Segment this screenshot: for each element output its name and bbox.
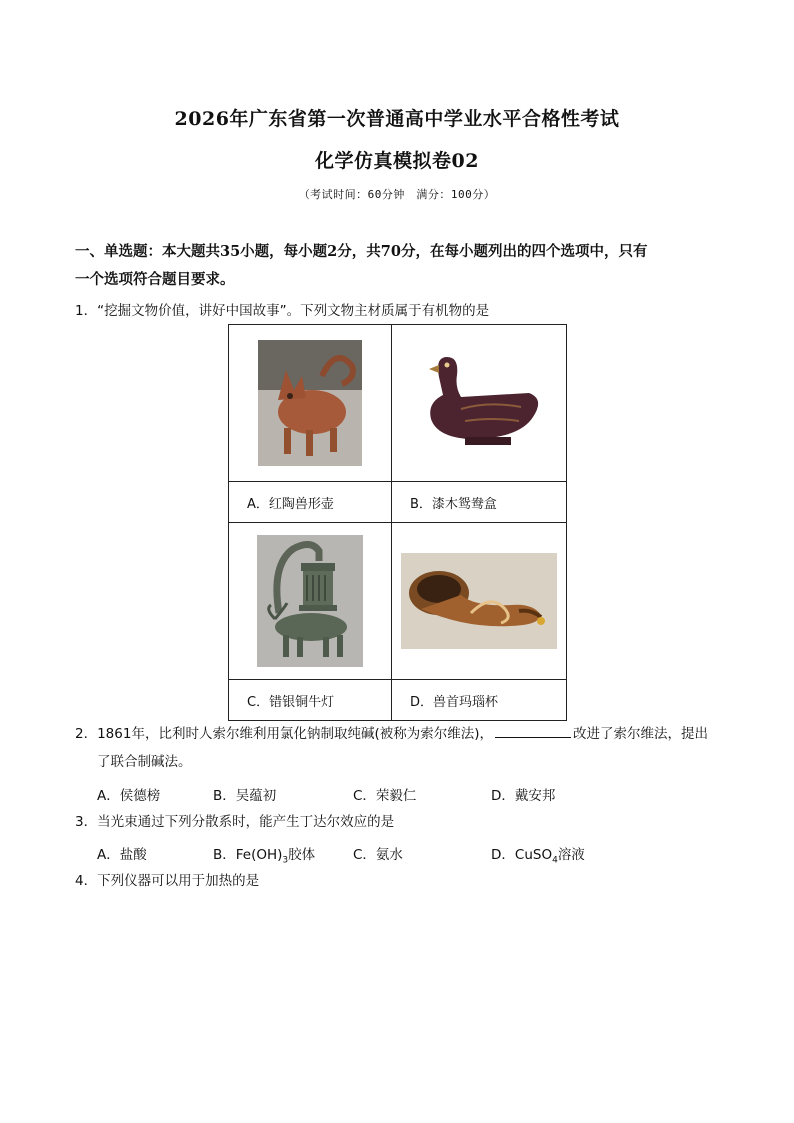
section-heading-line2: 一个选项符合题目要求。	[75, 271, 235, 288]
q2-option-d: D．戴安邦	[491, 788, 556, 804]
question-4-stem: 4．下列仪器可以用于加热的是	[75, 873, 260, 889]
exam-info: （考试时间：60分钟 满分：100分）	[298, 188, 496, 201]
q2-option-a: A．侯德榜	[97, 788, 161, 804]
question-2-stem	[75, 720, 725, 776]
bronze-ox-lamp-icon	[257, 535, 363, 667]
option-c-caption	[229, 680, 392, 721]
option-d-image-cell	[392, 523, 567, 680]
option-b-caption	[392, 482, 567, 523]
q2-option-c: C．荣毅仁	[353, 788, 417, 804]
option-b-image-cell	[392, 325, 567, 482]
lacquer-duck-box-icon	[409, 347, 549, 459]
option-b-label: B．漆木鸳鸯盒	[410, 496, 497, 512]
q3-option-a: A．盐酸	[97, 847, 147, 863]
question-1-stem: 1．“挖掘文物价值，讲好中国故事”。下列文物主材质属于有机物的是	[75, 303, 490, 319]
question-2-stem-line2: 了联合制碱法。	[97, 754, 192, 770]
question-3-stem: 3．当光束通过下列分散系时，能产生丁达尔效应的是	[75, 814, 395, 830]
question-1-options-table	[228, 324, 567, 721]
question-2-options	[97, 784, 727, 804]
exam-subtitle: 化学仿真模拟卷02	[315, 150, 479, 172]
section-heading	[75, 238, 723, 294]
option-c-image-cell	[229, 523, 392, 680]
option-a-image-cell	[229, 325, 392, 482]
option-d-label: D．兽首玛瑙杯	[410, 694, 499, 710]
answer-blank	[495, 723, 571, 738]
option-a-caption	[229, 482, 392, 523]
option-d-caption	[392, 680, 567, 721]
section-heading-line1: 一、单选题：本大题共35小题，每小题2分，共70分，在每小题列出的四个选项中，只有	[75, 243, 648, 260]
q3-option-c: C．氨水	[353, 847, 403, 863]
option-a-label: A．红陶兽形壶	[247, 496, 334, 512]
option-c-label: C．错银铜牛灯	[247, 694, 335, 710]
q3-option-b: B．$Fe(OH)_3$胶体	[213, 847, 316, 866]
pottery-beast-pot-icon	[258, 340, 362, 466]
q3-option-d: D．CuSO$_4$溶液	[491, 847, 585, 866]
question-2-stem-before: 2．1861年，比利时人索尔维利用氯化钠制取纯碱(被称为索尔维法)，	[75, 726, 493, 742]
question-3-options	[97, 843, 727, 866]
q2-option-b: B．吴蕴初	[213, 788, 277, 804]
agate-rhyton-cup-icon	[401, 553, 557, 649]
exam-title: 2026年广东省第一次普通高中学业水平合格性考试	[174, 108, 620, 130]
question-2-stem-after: 改进了索尔维法，提出	[572, 726, 708, 742]
